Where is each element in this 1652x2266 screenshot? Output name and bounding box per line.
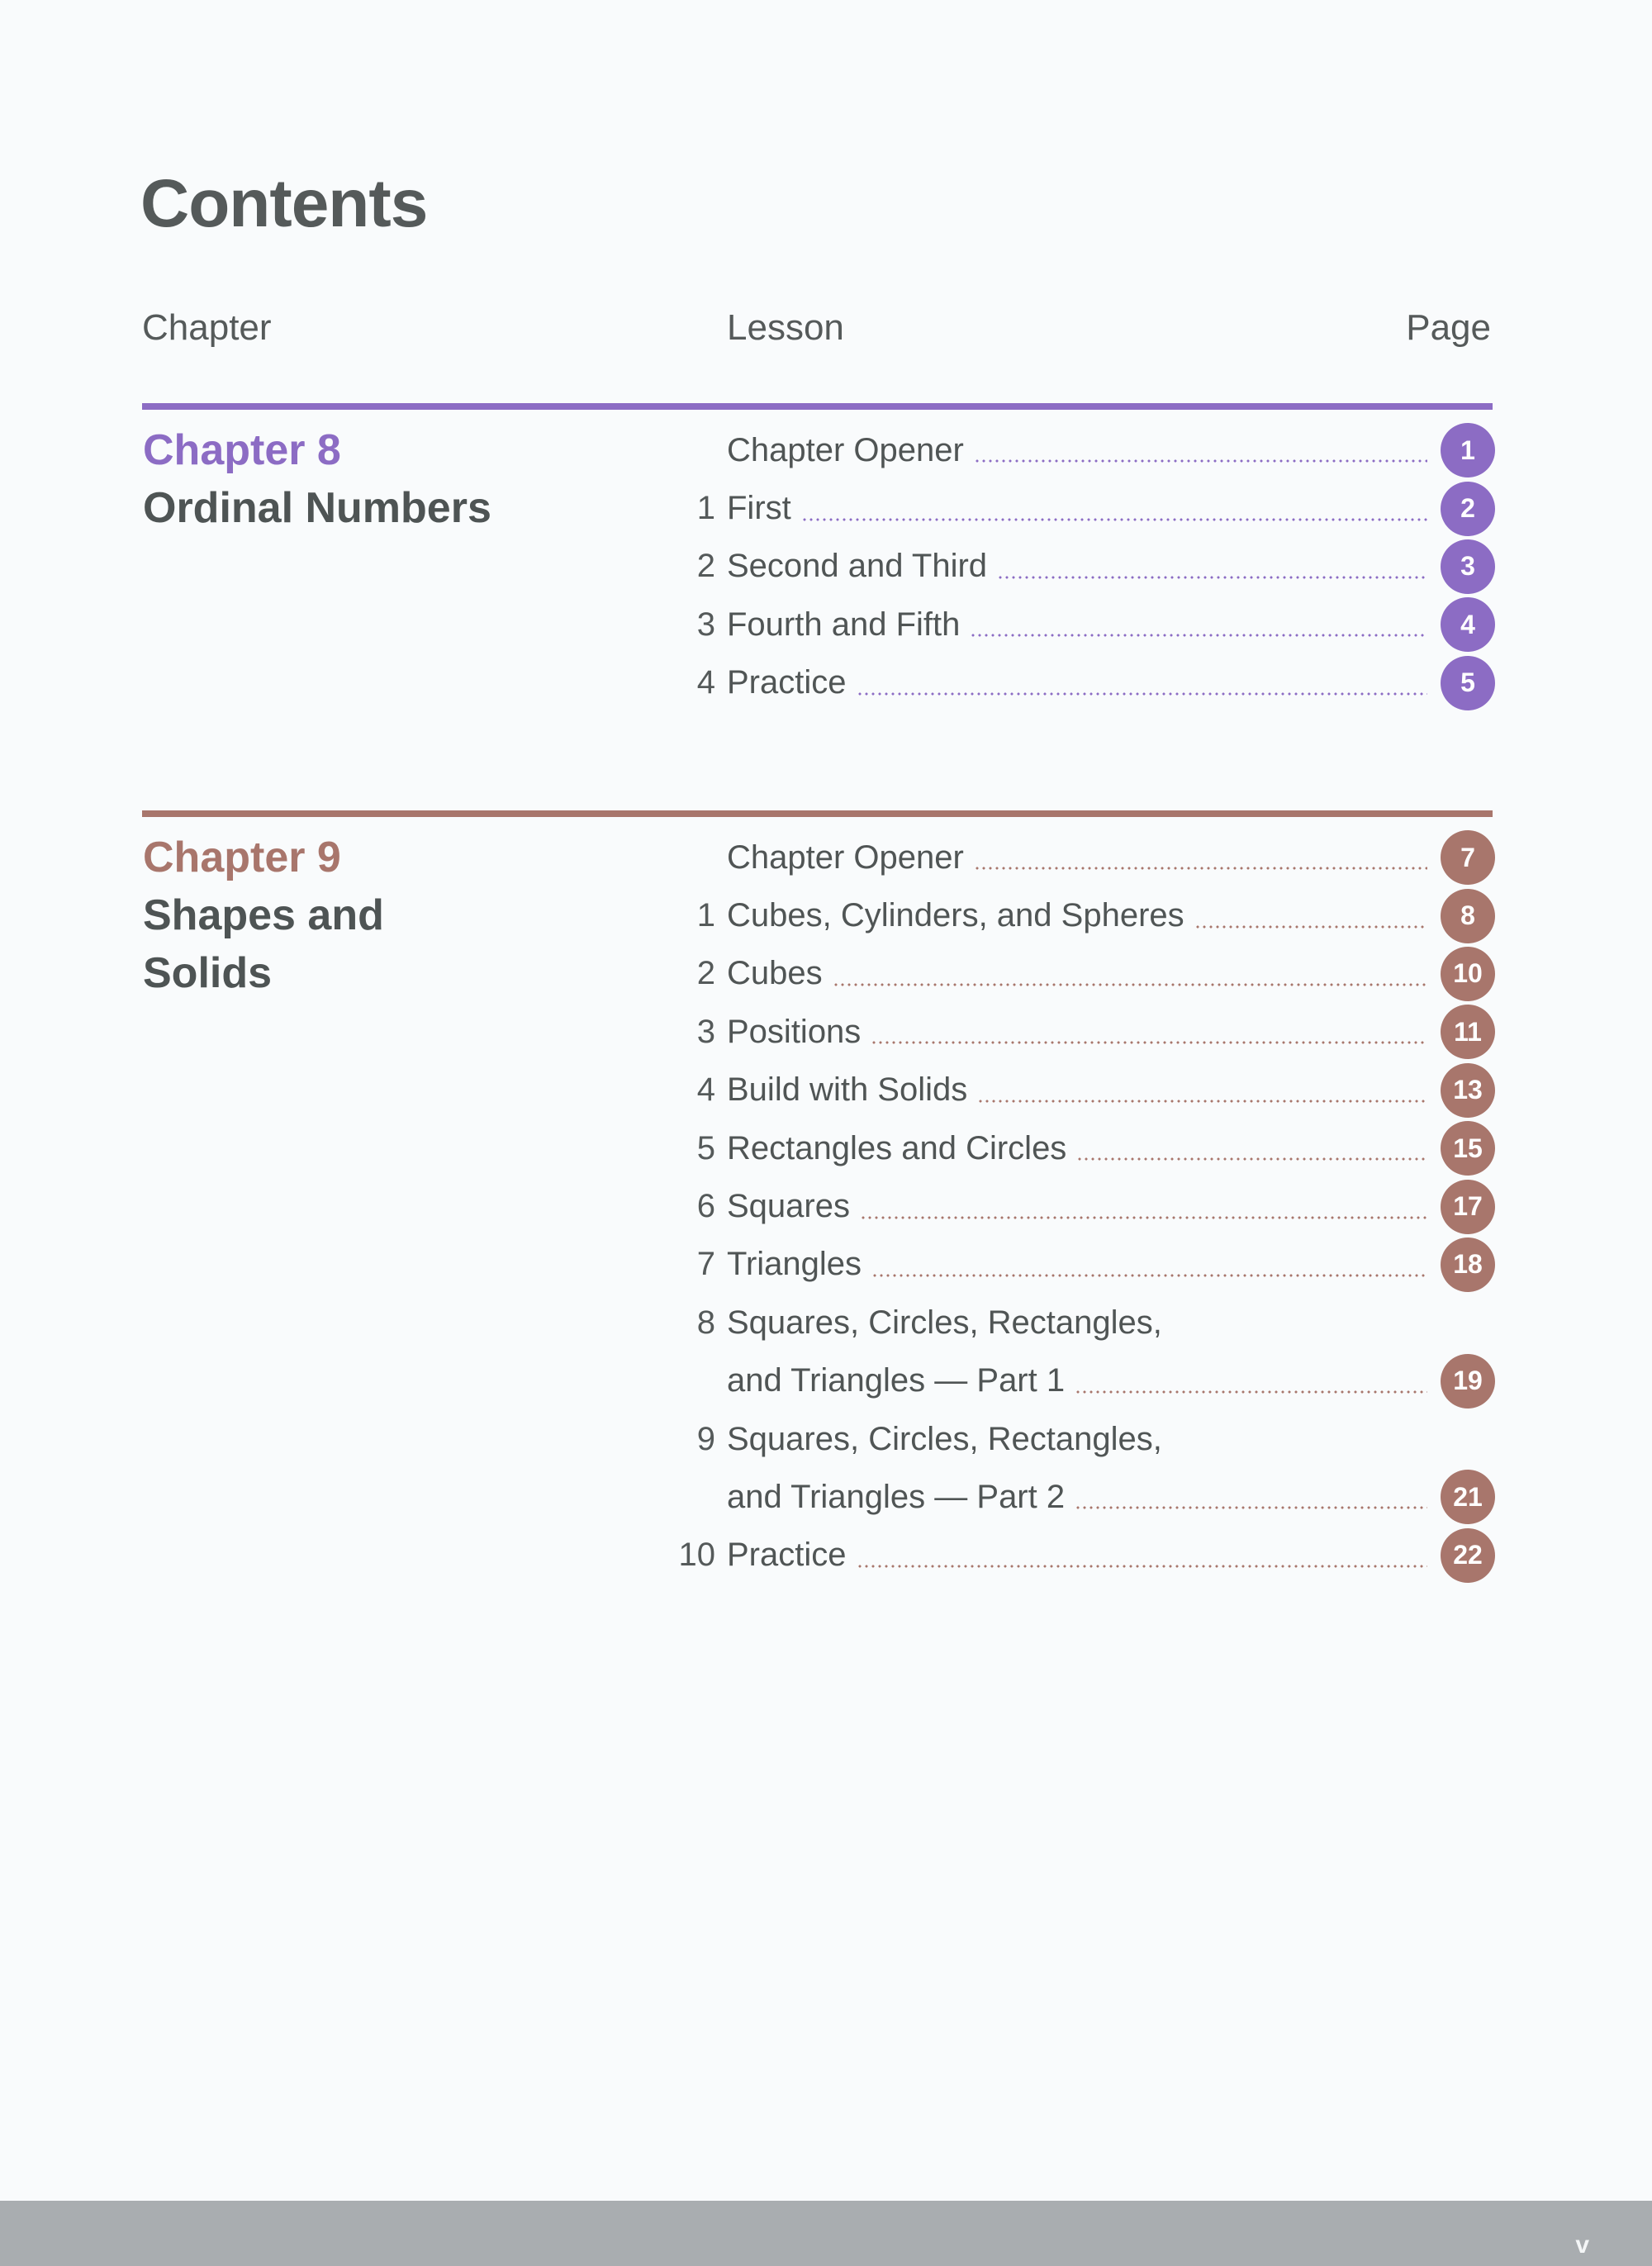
dot-leader: [974, 867, 1427, 870]
lesson-row[interactable]: [661, 1410, 1495, 1468]
dot-leader: [1194, 925, 1427, 929]
chapter-9-lessons: [661, 829, 1495, 1584]
lesson-row[interactable]: [661, 596, 1495, 653]
dot-leader: [997, 576, 1427, 579]
lesson-number: 4: [696, 664, 715, 701]
chapter-9-divider: [142, 810, 1493, 817]
dot-leader: [871, 1041, 1427, 1044]
lesson-title: Build with Solids: [727, 1071, 968, 1109]
lesson-title: Triangles: [727, 1246, 862, 1283]
lesson-number: 6: [696, 1188, 715, 1225]
lesson-number: 1: [696, 490, 715, 527]
column-header-chapter: Chapter: [142, 307, 272, 348]
lesson-number: 5: [696, 1129, 715, 1166]
page-badge: 3: [1441, 539, 1495, 594]
page-badge: 1: [1441, 423, 1495, 477]
lesson-title: Cubes, Cylinders, and Spheres: [727, 897, 1184, 934]
lesson-number: 3: [696, 606, 715, 643]
page-badge: 7: [1441, 830, 1495, 885]
dot-leader: [1076, 1157, 1427, 1161]
lesson-number: 4: [696, 1071, 715, 1109]
dot-leader: [860, 1216, 1427, 1219]
column-header-lesson: Lesson: [727, 307, 844, 348]
lesson-row[interactable]: [661, 421, 1495, 479]
lesson-title: Chapter Opener: [727, 431, 964, 468]
lesson-number: 10: [678, 1537, 715, 1574]
page-title: Contents: [140, 166, 428, 241]
lesson-number: 2: [696, 548, 715, 585]
dot-leader: [801, 518, 1427, 521]
page-badge: 8: [1441, 889, 1495, 943]
page-folio: v: [1575, 2231, 1589, 2259]
lesson-title: Practice: [727, 664, 847, 701]
lesson-title: Squares, Circles, Rectangles,: [727, 1420, 1162, 1457]
lesson-row[interactable]: [661, 945, 1495, 1003]
footer-bar: [0, 2201, 1652, 2266]
lesson-number: 2: [696, 955, 715, 992]
page-badge: 18: [1441, 1238, 1495, 1292]
lesson-row[interactable]: [661, 479, 1495, 537]
lesson-title: Second and Third: [727, 548, 988, 585]
column-header-page: Page: [1406, 307, 1491, 348]
lesson-row[interactable]: [661, 886, 1495, 944]
page-badge: 11: [1441, 1005, 1495, 1059]
lesson-row[interactable]: [661, 654, 1495, 712]
dot-leader: [970, 634, 1427, 637]
lesson-number: 7: [696, 1246, 715, 1283]
lesson-title: Rectangles and Circles: [727, 1129, 1067, 1166]
lesson-number: 9: [696, 1420, 715, 1457]
chapter-9-heading: [143, 829, 384, 1002]
chapter-8-lessons: [661, 421, 1495, 712]
lesson-number: 8: [696, 1304, 715, 1341]
lesson-row[interactable]: [661, 1468, 1495, 1526]
chapter-label: Chapter 9: [143, 834, 341, 881]
page-badge: 10: [1441, 947, 1495, 1001]
lesson-row[interactable]: [661, 1352, 1495, 1410]
lesson-title: Practice: [727, 1537, 847, 1574]
dot-leader: [1075, 1506, 1427, 1509]
lesson-row[interactable]: [661, 1236, 1495, 1294]
lesson-title: Squares, Circles, Rectangles,: [727, 1304, 1162, 1341]
page-badge: 2: [1441, 482, 1495, 536]
lesson-number: 1: [696, 897, 715, 934]
dot-leader: [974, 459, 1427, 463]
lesson-title: Positions: [727, 1013, 862, 1050]
page-badge: 19: [1441, 1354, 1495, 1409]
lesson-row[interactable]: [661, 1003, 1495, 1061]
lesson-row[interactable]: [661, 1119, 1495, 1177]
lesson-row[interactable]: [661, 1294, 1495, 1352]
page-badge: 4: [1441, 597, 1495, 652]
lesson-title: Chapter Opener: [727, 838, 964, 876]
dot-leader: [1075, 1390, 1427, 1394]
dot-leader: [857, 1565, 1428, 1568]
dot-leader: [977, 1100, 1427, 1103]
page-badge: 15: [1441, 1121, 1495, 1176]
chapter-name: Shapes and: [143, 891, 384, 939]
lesson-row[interactable]: [661, 538, 1495, 596]
page-badge: 5: [1441, 656, 1495, 710]
page-badge: 17: [1441, 1180, 1495, 1234]
lesson-title: Squares: [727, 1188, 850, 1225]
chapter-8-heading: [143, 421, 491, 537]
page-badge: 22: [1441, 1528, 1495, 1583]
lesson-row[interactable]: [661, 1062, 1495, 1119]
dot-leader: [871, 1274, 1427, 1277]
lesson-number: 3: [696, 1013, 715, 1050]
lesson-title: First: [727, 490, 791, 527]
chapter-8-divider: [142, 403, 1493, 410]
lesson-title: Fourth and Fifth: [727, 606, 961, 643]
dot-leader: [857, 692, 1428, 696]
dot-leader: [833, 983, 1427, 986]
lesson-title: Cubes: [727, 955, 823, 992]
lesson-title: and Triangles — Part 1: [727, 1362, 1066, 1399]
lesson-row[interactable]: [661, 1177, 1495, 1235]
page-badge: 13: [1441, 1063, 1495, 1118]
lesson-row[interactable]: [661, 1527, 1495, 1584]
chapter-name: Solids: [143, 949, 273, 997]
lesson-row[interactable]: [661, 829, 1495, 886]
chapter-label: Chapter 8: [143, 426, 341, 474]
chapter-name: Ordinal Numbers: [143, 484, 491, 532]
lesson-title: and Triangles — Part 2: [727, 1478, 1066, 1515]
page-badge: 21: [1441, 1470, 1495, 1524]
